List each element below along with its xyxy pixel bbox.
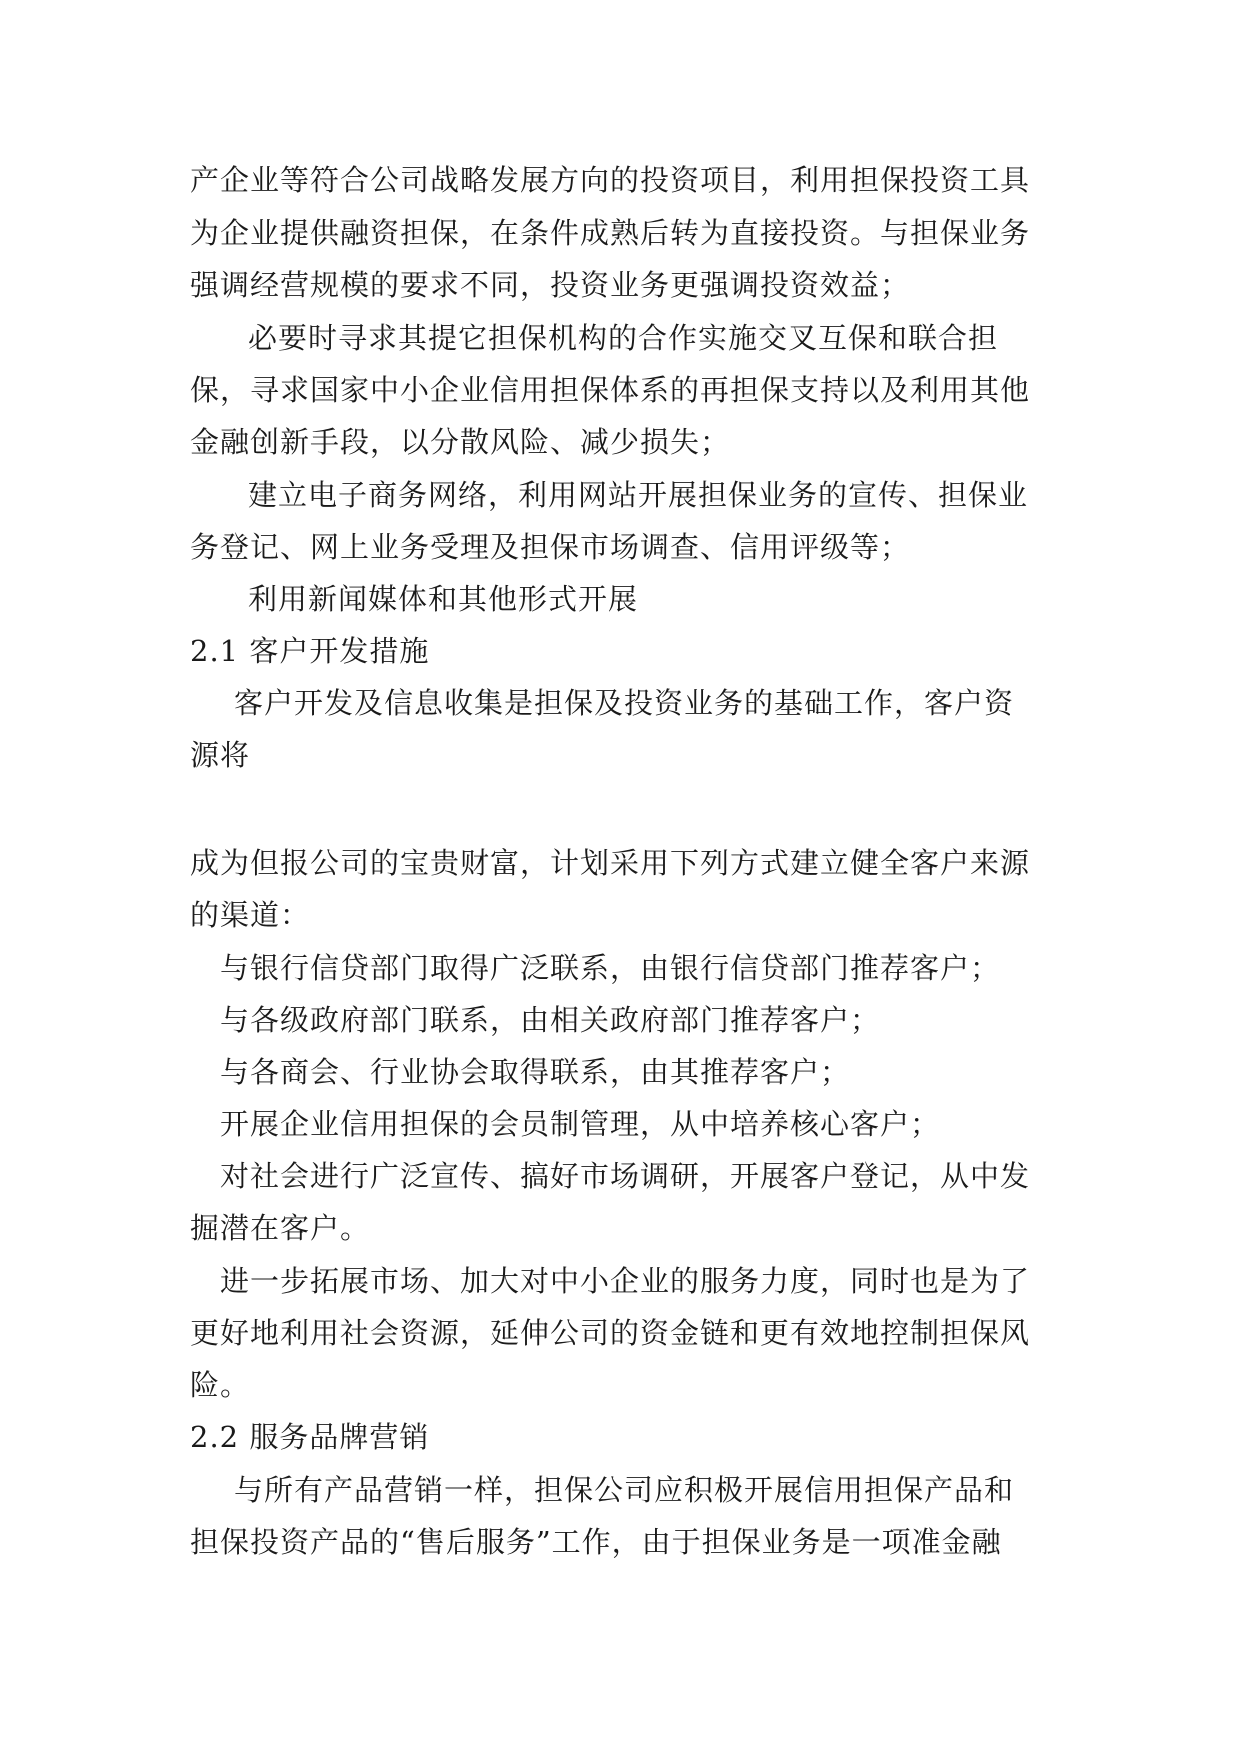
list-item: 开展企业信用担保的会员制管理，从中培养核心客户； xyxy=(220,1107,941,1141)
text-line: 强调经营规模的要求不同，投资业务更强调投资效益； xyxy=(190,268,911,302)
text-line: 险。 xyxy=(190,1368,251,1402)
text-line: 掘潜在客户。 xyxy=(190,1211,371,1245)
text-line: 的渠道： xyxy=(190,898,311,932)
text-line: 产企业等符合公司战略发展方向的投资项目，利用担保投资工具 xyxy=(190,163,1031,197)
text-line: 担保投资产品的“售后服务”工作，由于担保业务是一项准金融 xyxy=(190,1525,1002,1559)
text-line: 成为但报公司的宝贵财富，计划采用下列方式建立健全客户来源 xyxy=(190,846,1031,880)
text-line: 为企业提供融资担保，在条件成熟后转为直接投资。与担保业务 xyxy=(190,216,1031,250)
text-line: 利用新闻媒体和其他形式开展 xyxy=(248,582,639,616)
text-line: 进一步拓展市场、加大对中小企业的服务力度，同时也是为了 xyxy=(220,1264,1031,1298)
text-line: 源将 xyxy=(190,738,251,772)
text-line: 必要时寻求其提它担保机构的合作实施交叉互保和联合担 xyxy=(248,321,999,355)
text-line: 金融创新手段，以分散风险、减少损失； xyxy=(190,425,731,459)
text-line: 客户开发及信息收集是担保及投资业务的基础工作，客户资 xyxy=(234,686,1015,720)
section-heading: 2.2 服务品牌营销 xyxy=(190,1420,430,1454)
list-item: 对社会进行广泛宣传、搞好市场调研，开展客户登记，从中发 xyxy=(220,1159,1031,1193)
text-line: 保，寻求国家中小企业信用担保体系的再担保支持以及利用其他 xyxy=(190,373,1031,407)
text-line: 建立电子商务网络，利用网站开展担保业务的宣传、担保业 xyxy=(248,478,1029,512)
list-item: 与银行信贷部门取得广泛联系，由银行信贷部门推荐客户； xyxy=(220,951,1001,985)
section-heading: 2.1 客户开发措施 xyxy=(190,634,430,668)
list-item: 与各商会、行业协会取得联系，由其推荐客户； xyxy=(220,1055,851,1089)
list-item: 与各级政府部门联系，由相关政府部门推荐客户； xyxy=(220,1003,881,1037)
text-line: 更好地利用社会资源，延伸公司的资金链和更有效地控制担保风 xyxy=(190,1316,1031,1350)
text-line: 与所有产品营销一样，担保公司应积极开展信用担保产品和 xyxy=(234,1473,1015,1507)
text-line: 务登记、网上业务受理及担保市场调查、信用评级等； xyxy=(190,530,911,564)
